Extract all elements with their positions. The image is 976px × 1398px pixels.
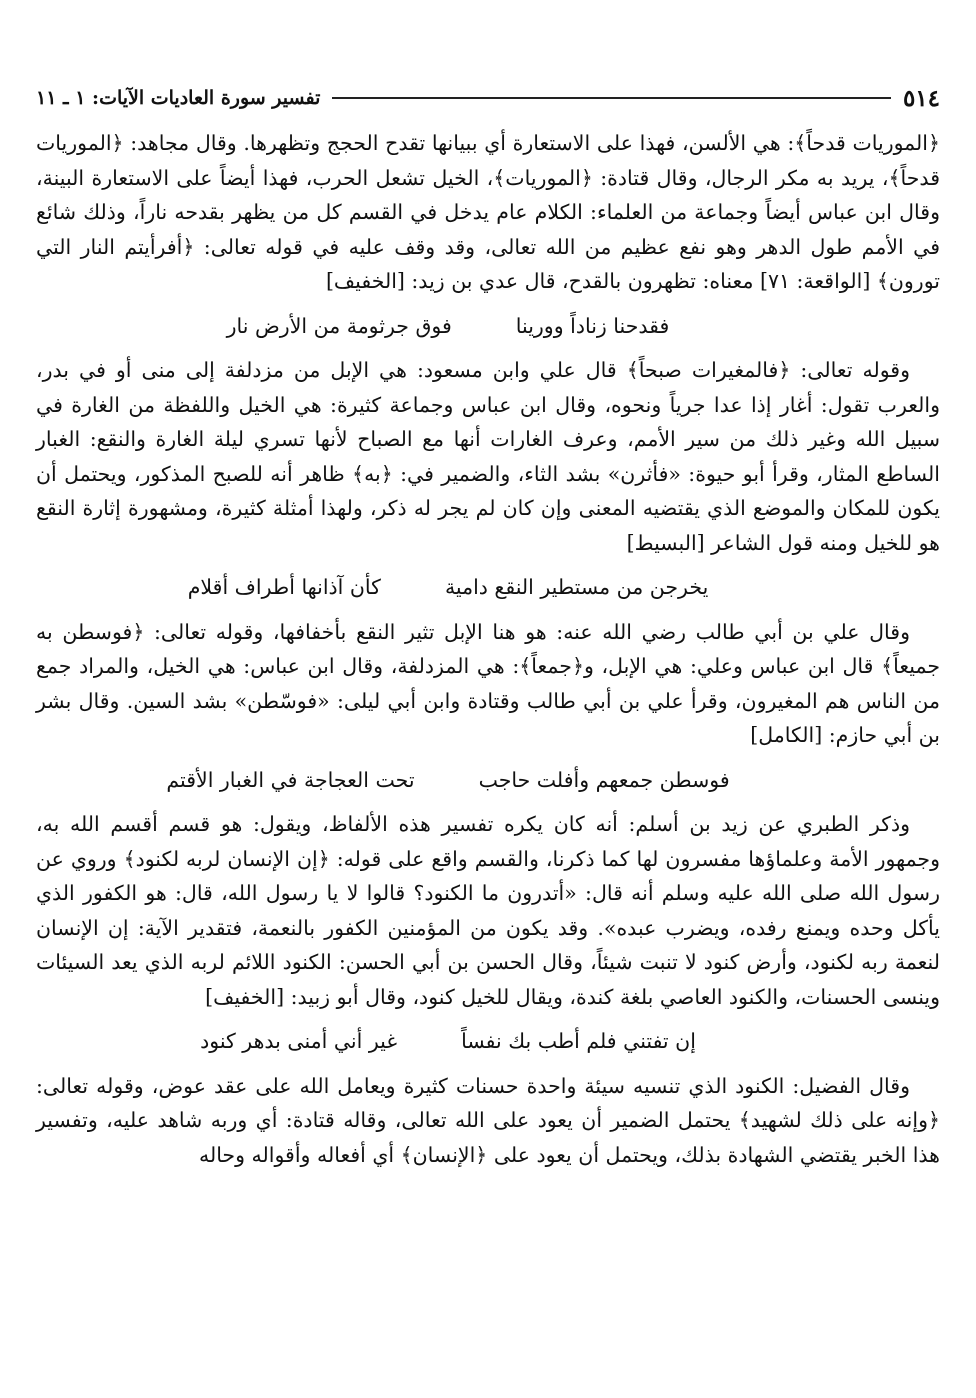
running-title: تفسير سورة العاديات الآيات: ١ ـ ١١ (36, 87, 321, 109)
verse-1-first-hemistich: فقدحنا زناداً وورينا (515, 313, 670, 338)
verse-4-first-hemistich: إن تفتني فلم أطب بك نفساً (461, 1029, 696, 1053)
verse-4 (36, 1024, 940, 1059)
header-rule (332, 97, 891, 99)
verse-4-second-hemistich: غير أني أمنى بدهر كنود (200, 1029, 398, 1053)
paragraph-2: وقوله تعالى: ﴿فالمغيرات صبحاً﴾ قال علي وابن مسعود: هي الإبل من مزدلفة إلى منى أو في بدر، والعرب تقول: أغار إذا عدا جرياً ونحوه، وقال ابن عباس وجماعة كثيرة: هي الخيل واللفظة من الغارة في سبيل الله وغير ذلك من سير الأمم، وعرف الغارات أنها مع الصباح لأنها تسري ليلة الغارة والنقع: الغبار الساطع المثار، وقرأ أبو حيوة: «فأثرن» بشد الثاء، والضمير في: ﴿به﴾ ظاهر أنه للصبح المذكور، ويحتمل أن يكون للمكان والموضع الذي يقتضيه المعنى وإن كان لم يجر له ذكر، ولهذا أمثلة كثيرة، ومشهورة إثارة النقع هو للخيل ومنه قول الشاعر [البسيط] (36, 358, 940, 555)
verse-3-second-hemistich: تحت العجاجة في الغبار الأقتم (166, 767, 415, 792)
verse-3 (36, 763, 940, 798)
paragraph-5: وقال الفضيل: الكنود الذي تنسيه سيئة واحدة حسنات كثيرة ويعامل الله على عقد عوض، وقوله تعالى: ﴿وإنه على ذلك لشهيد﴾ يحتمل الضمير أن يعود على الله تعالى، وقاله قتادة: أي وربه شاهد عليه، وتفسير هذا الخبر يقتضي الشهادة بذلك، ويحتمل أن يعود على ﴿الإنسان﴾ أي أفعاله وأقواله وحاله (36, 1073, 940, 1167)
verse-1 (36, 309, 940, 344)
page-header (36, 78, 940, 118)
verse-3-first-hemistich: فوسطن جمعهم وأفلت حاجب (478, 767, 730, 792)
paragraph-1: ﴿الموريات قدحاً﴾: هي الألسن، فهذا على الاستعارة أي ببيانها تقدح الحجج وتظهرها. وقال مجاهد: ﴿الموريات قدحاً﴾، يريد به مكر الرجال، وقال قتادة: ﴿الموريات﴾، الخيل تشعل الحرب، فهذا أيضاً على الاستعارة البينة، وقال ابن عباس أيضاً وجماعة من العلماء: الكلام عام يدخل في القسم كل من يظهر بقدحه ناراً، وذلك شائع في الأمم طول الدهر وهو نفع عظيم من الله تعالى، وقد وقف عليه في قوله تعالى: ﴿أفرأيتم النار التي تورون﴾ [الواقعة: ٧١] معناه: تظهرون بالقدح، قال عدي بن زيد: [الخفيف] (36, 131, 940, 293)
page-body (36, 126, 940, 1172)
verse-2-first-hemistich: يخرجن من مستطير النقع دامية (444, 575, 709, 599)
paragraph-4: وذكر الطبري عن زيد بن أسلم: أنه كان يكره تفسير هذه الألفاظ، ويقول: هو قسم أقسم الله به، وجمهور الأمة وعلماؤها مفسرون لها كما ذكرنا، والقسم واقع على قوله: ﴿إن الإنسان لربه لكنود﴾ وروي عن رسول الله صلى الله عليه وسلم أنه قال: «أتدرون ما الكنود؟ قالوا لا يا رسول الله، قال: هو الكفور الذي يأكل وحده ويمنع رفده، ويضرب عبده». وقد يكون من المؤمنين الكفور بالنعمة، فتقدير الآية: إن الإنسان لنعمة ربه لكنود، وأرض كنود لا تنبت شيئاً، وقال الحسن بن أبي الحسن: الكنود اللائم لربه الذي يعد السيئات وينسى الحسنات، والكنود العاصي بلغة كندة، ويقال للخيل كنود، وقال أبو زبيد: [الخفيف] (36, 812, 940, 1009)
verse-2-second-hemistich: كأن آذانها أطراف أقلام (187, 575, 381, 599)
page-number: ٥١٤ (902, 84, 940, 112)
verse-1-second-hemistich: فوق جرثومة من الأرض نار (226, 313, 452, 338)
paragraph-3: وقال علي بن أبي طالب رضي الله عنه: هو هنا الإبل تثير النقع بأخفافها، وقوله تعالى: ﴿فوسطن به جميعاً﴾ قال ابن عباس وعلي: هي الإبل، و﴿جمعاً﴾: هي المزدلفة، وقال ابن عباس: هي الخيل، والمراد جمع من الناس هم المغيرون، وقرأ علي بن أبي طالب وقتادة وابن أبي ليلى: «فوسّطن» بشد السين. وقال بشر بن أبي حازم: [الكامل] (36, 619, 940, 747)
verse-2 (36, 570, 940, 605)
